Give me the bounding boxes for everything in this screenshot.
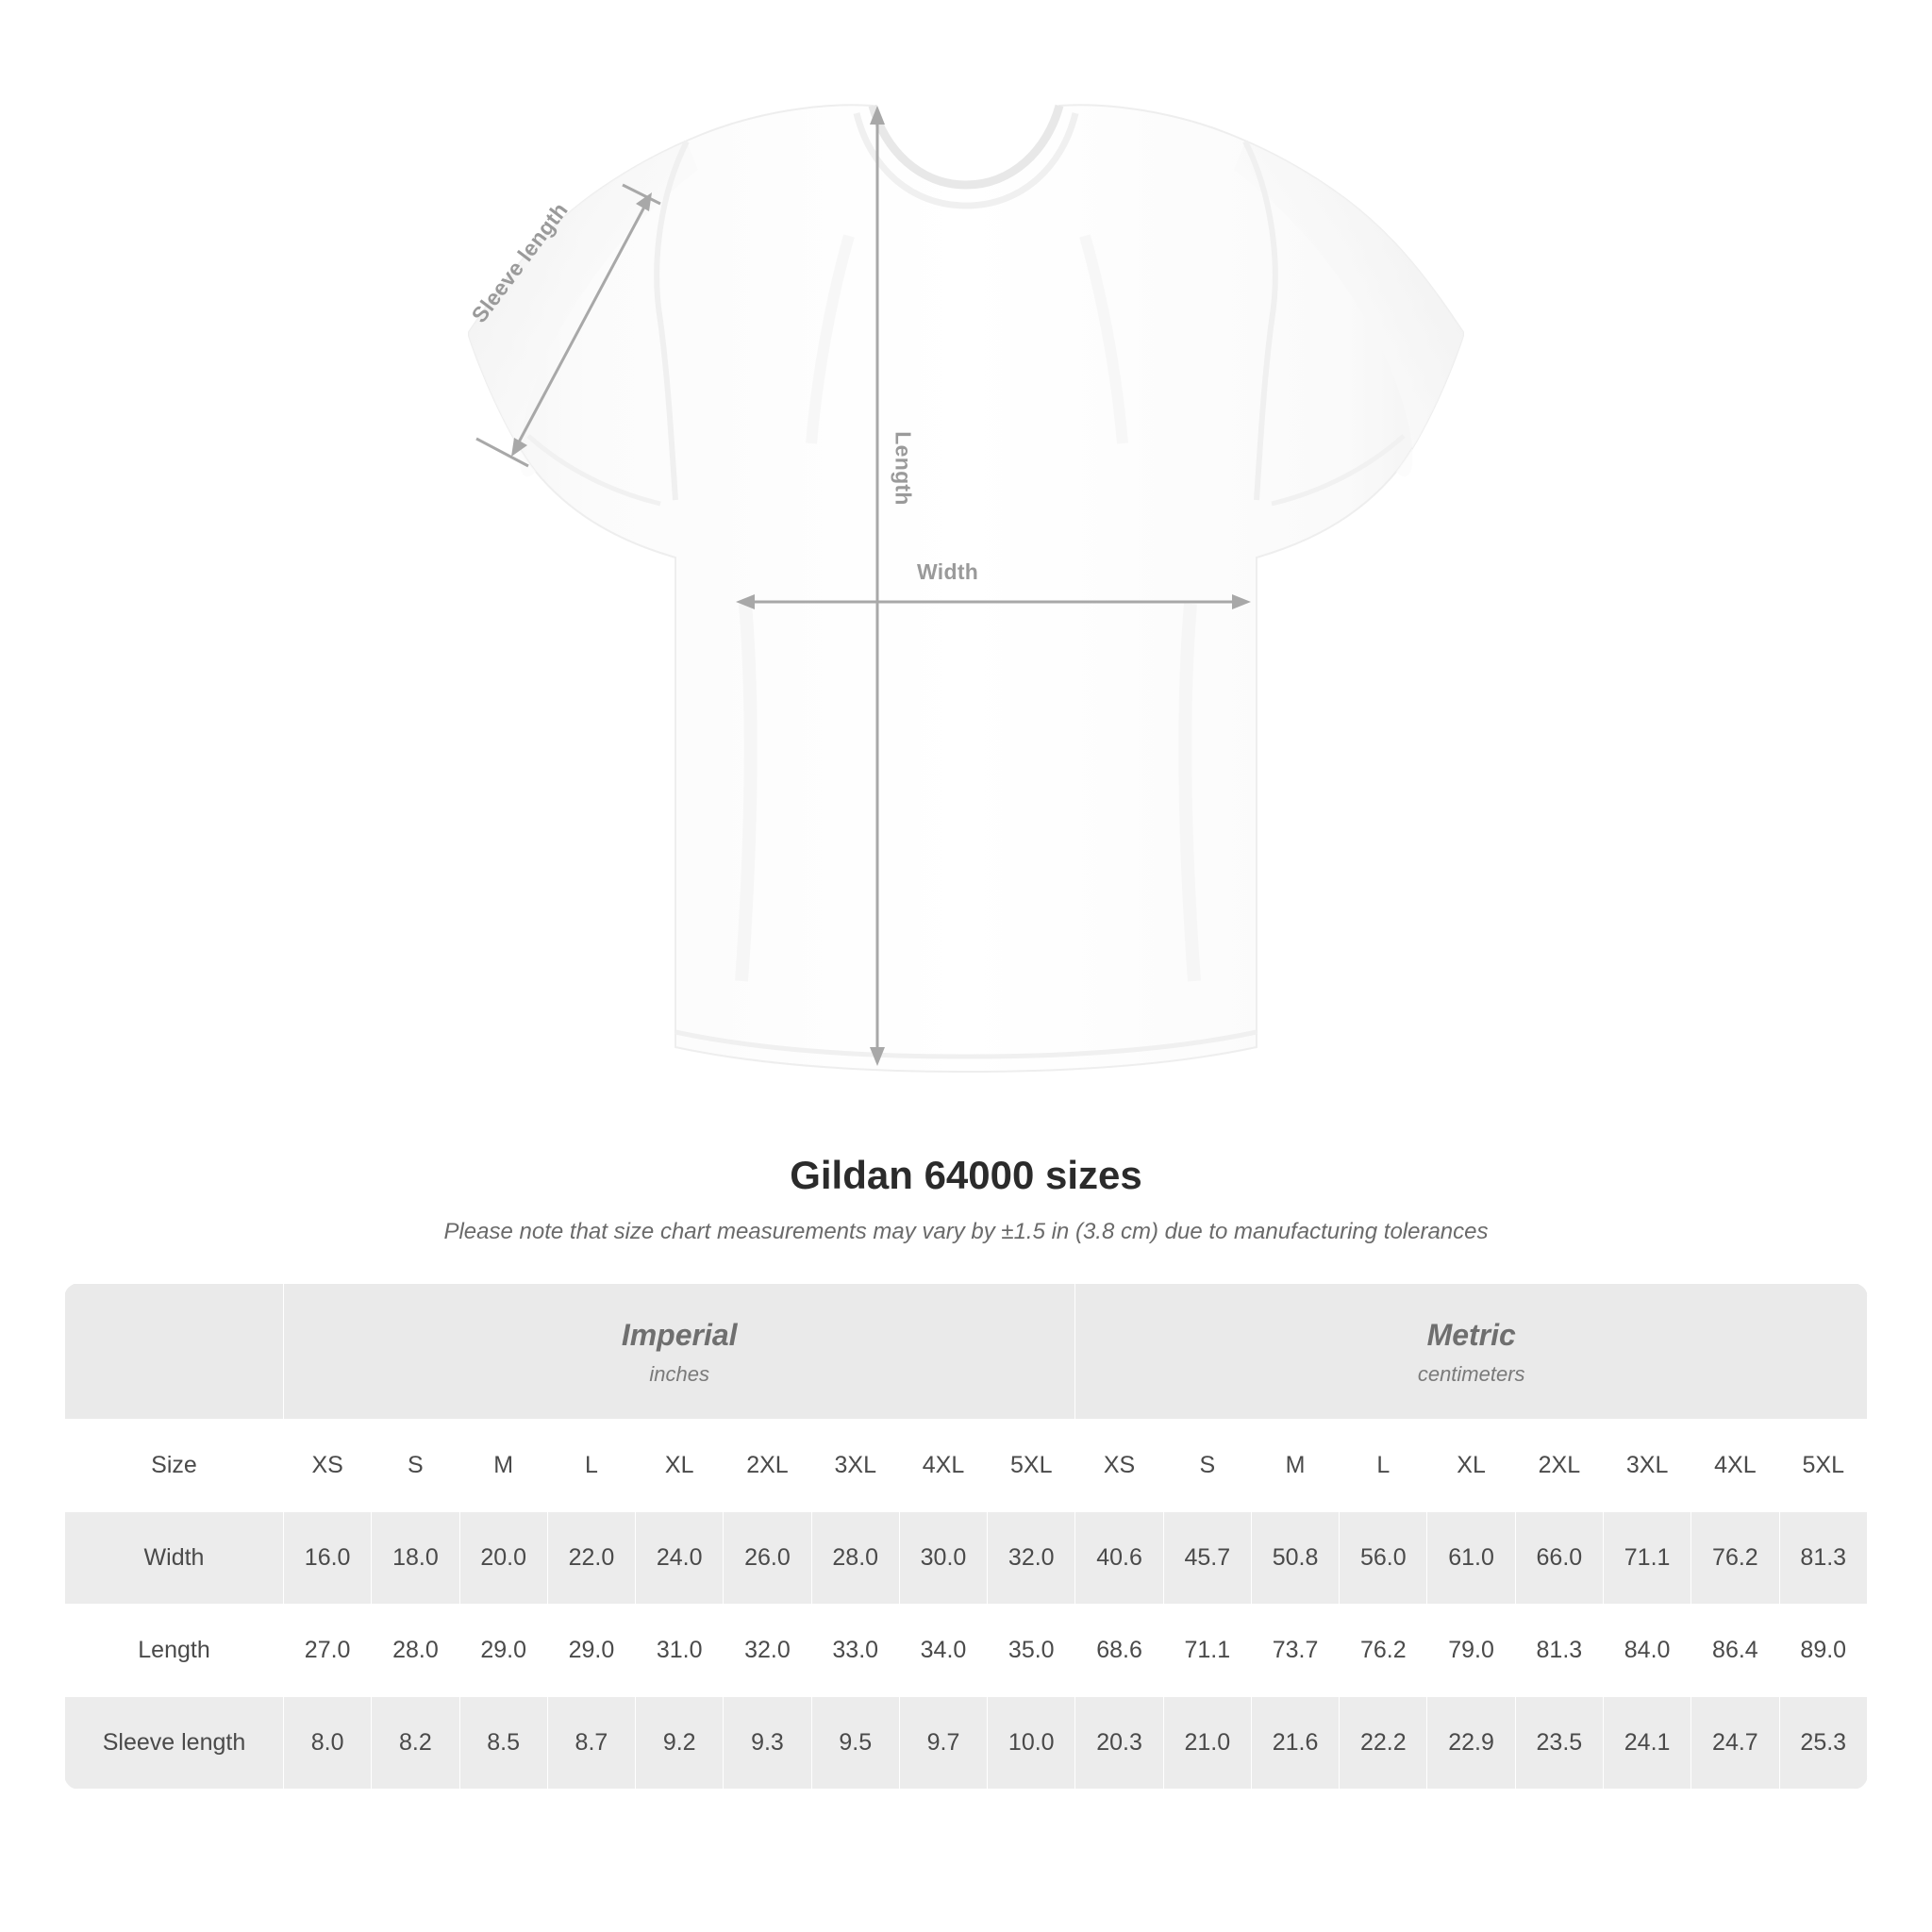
table-cell: 21.0: [1163, 1697, 1251, 1790]
row-label-sleeve-length: Sleeve length: [65, 1697, 284, 1790]
sleeve-length-dimension-label: Sleeve length: [466, 197, 573, 327]
table-cell: 8.7: [547, 1697, 635, 1790]
size-column-header: 4XL: [1691, 1420, 1779, 1512]
table-row: [65, 1697, 1868, 1790]
table-cell: 68.6: [1075, 1605, 1163, 1697]
size-column-header: XS: [284, 1420, 372, 1512]
table-cell: 32.0: [988, 1512, 1075, 1605]
table-cell: 81.3: [1779, 1512, 1867, 1605]
table-cell: 9.7: [899, 1697, 987, 1790]
size-column-header: 2XL: [724, 1420, 811, 1512]
table-cell: 20.0: [459, 1512, 547, 1605]
table-cell: 45.7: [1163, 1512, 1251, 1605]
table-cell: 16.0: [284, 1512, 372, 1605]
size-column-header: M: [1251, 1420, 1339, 1512]
size-column-header: 5XL: [988, 1420, 1075, 1512]
table-cell: 8.5: [459, 1697, 547, 1790]
table-cell: 10.0: [988, 1697, 1075, 1790]
table-cell: 32.0: [724, 1605, 811, 1697]
size-column-header: S: [372, 1420, 459, 1512]
unit-group-metric: [1075, 1284, 1868, 1420]
size-column-header: 2XL: [1515, 1420, 1603, 1512]
size-column-header: XS: [1075, 1420, 1163, 1512]
table-cell: 71.1: [1603, 1512, 1690, 1605]
table-cell: 24.7: [1691, 1697, 1779, 1790]
page-title: Gildan 64000 sizes: [790, 1153, 1142, 1197]
row-label-width: Width: [65, 1512, 284, 1605]
size-column-header: XL: [636, 1420, 724, 1512]
table-cell: 76.2: [1340, 1605, 1427, 1697]
table-cell: 29.0: [459, 1605, 547, 1697]
unit-header-row: [65, 1284, 1868, 1420]
size-column-header: S: [1163, 1420, 1251, 1512]
table-cell: 8.0: [284, 1697, 372, 1790]
table-cell: 9.5: [811, 1697, 899, 1790]
size-column-header: 5XL: [1779, 1420, 1867, 1512]
shirt-shape: [466, 105, 1463, 1072]
table-cell: 9.3: [724, 1697, 811, 1790]
table-cell: 35.0: [988, 1605, 1075, 1697]
width-dimension-label: Width: [917, 559, 979, 584]
size-column-header: XL: [1427, 1420, 1515, 1512]
table-cell: 56.0: [1340, 1512, 1427, 1605]
table-cell: 18.0: [372, 1512, 459, 1605]
table-cell: 24.0: [636, 1512, 724, 1605]
table-corner-cell: [65, 1284, 284, 1420]
table-cell: 28.0: [811, 1512, 899, 1605]
size-column-header: L: [547, 1420, 635, 1512]
table-cell: 84.0: [1603, 1605, 1690, 1697]
size-column-header: 3XL: [811, 1420, 899, 1512]
table-cell: 24.1: [1603, 1697, 1690, 1790]
table-cell: 89.0: [1779, 1605, 1867, 1697]
table-cell: 40.6: [1075, 1512, 1163, 1605]
unit-group-imperial: [284, 1284, 1075, 1420]
unit-group-metric-sub: centimeters: [1417, 1362, 1525, 1386]
length-dimension-label: Length: [891, 431, 916, 506]
size-column-header: 4XL: [899, 1420, 987, 1512]
size-row-header: Size: [65, 1420, 284, 1512]
table-cell: 61.0: [1427, 1512, 1515, 1605]
table-cell: 33.0: [811, 1605, 899, 1697]
table-cell: 29.0: [547, 1605, 635, 1697]
table-cell: 22.9: [1427, 1697, 1515, 1790]
table-cell: 8.2: [372, 1697, 459, 1790]
table-cell: 21.6: [1251, 1697, 1339, 1790]
table-cell: 20.3: [1075, 1697, 1163, 1790]
table-cell: 31.0: [636, 1605, 724, 1697]
unit-group-imperial-name: Imperial: [621, 1318, 738, 1352]
size-column-header: 3XL: [1603, 1420, 1690, 1512]
tolerance-note: Please note that size chart measurements may vary by ±1.5 in (3.8 cm) due to manufacturing tolerances: [443, 1219, 1489, 1244]
table-cell: 79.0: [1427, 1605, 1515, 1697]
table-cell: 34.0: [899, 1605, 987, 1697]
table-cell: 81.3: [1515, 1605, 1603, 1697]
table-cell: 66.0: [1515, 1512, 1603, 1605]
table-row: [65, 1512, 1868, 1605]
size-column-header: L: [1340, 1420, 1427, 1512]
size-header-row: [65, 1420, 1868, 1512]
unit-group-imperial-sub: inches: [649, 1362, 709, 1386]
table-cell: 23.5: [1515, 1697, 1603, 1790]
table-row: [65, 1605, 1868, 1697]
table-cell: 9.2: [636, 1697, 724, 1790]
size-chart-table-wrapper: [64, 1283, 1868, 1790]
table-cell: 73.7: [1251, 1605, 1339, 1697]
table-cell: 22.0: [547, 1512, 635, 1605]
table-cell: 22.2: [1340, 1697, 1427, 1790]
unit-group-metric-name: Metric: [1426, 1318, 1516, 1352]
table-cell: 28.0: [372, 1605, 459, 1697]
table-cell: 27.0: [284, 1605, 372, 1697]
table-cell: 76.2: [1691, 1512, 1779, 1605]
table-cell: 71.1: [1163, 1605, 1251, 1697]
table-cell: 50.8: [1251, 1512, 1339, 1605]
size-chart-table: [64, 1283, 1868, 1790]
size-column-header: M: [459, 1420, 547, 1512]
table-cell: 30.0: [899, 1512, 987, 1605]
row-label-length: Length: [65, 1605, 284, 1697]
table-cell: 26.0: [724, 1512, 811, 1605]
table-cell: 86.4: [1691, 1605, 1779, 1697]
table-cell: 25.3: [1779, 1697, 1867, 1790]
